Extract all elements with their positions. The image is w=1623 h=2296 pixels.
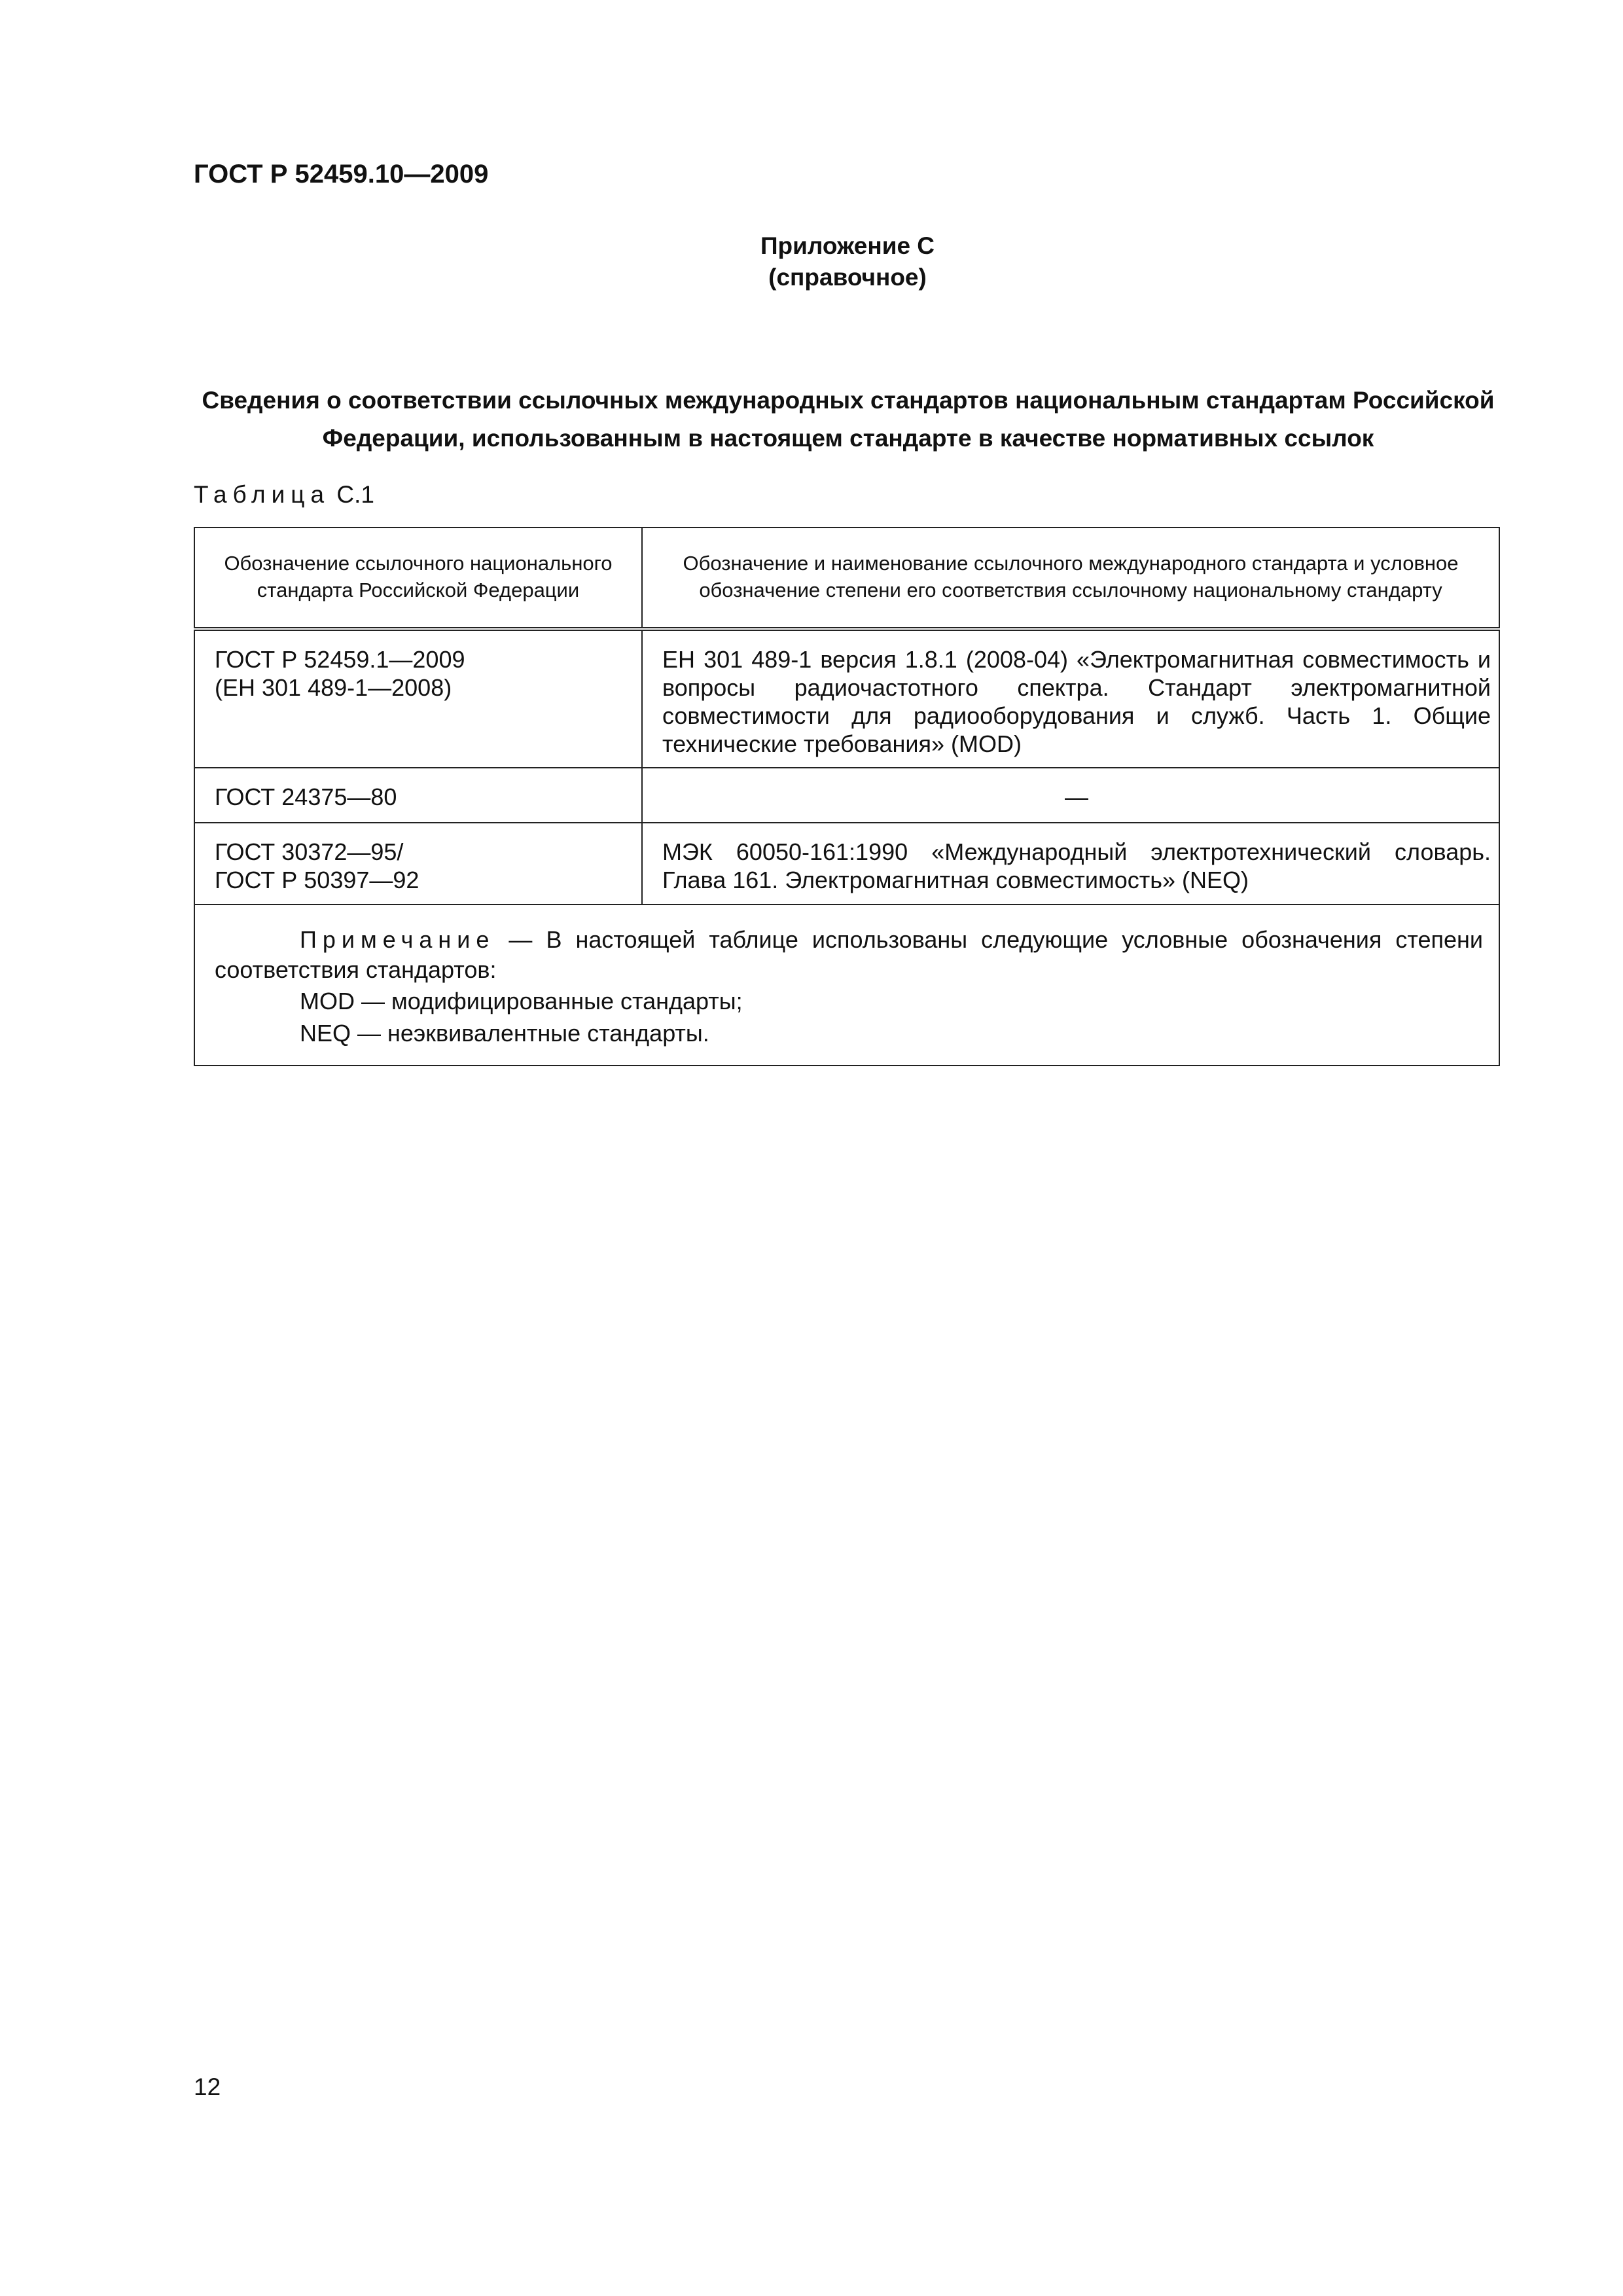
header-national-standard	[194, 528, 642, 629]
international-standard-cell: МЭК 60050-161:1990 «Международный электротехнический словарь. Глава 161. Электромагнитная совместимость» (NEQ)	[642, 823, 1499, 905]
reference-table	[194, 527, 1500, 1066]
national-standard-cell	[194, 629, 642, 768]
national-standard-cell	[194, 823, 642, 905]
national-standard-cell	[194, 768, 642, 823]
header-national-line-1: Обозначение ссылочного национального	[224, 552, 613, 575]
national-standard-code: ГОСТ 30372—95/	[215, 838, 404, 865]
appendix-kind: (справочное)	[768, 264, 927, 291]
table-row	[194, 823, 1499, 905]
section-title-line-2: Федерации, использованным в настоящем стандарте в качестве нормативных ссылок	[322, 425, 1374, 452]
header-national-line-2: стандарта Российской Федерации	[257, 579, 580, 601]
note-item: MOD — модифицированные стандарты;	[300, 988, 743, 1014]
header-international-line-2: обозначение степени его соответствия ссылочному национальному стандарту	[699, 579, 1442, 601]
appendix-heading	[0, 230, 1623, 293]
table-label	[194, 481, 374, 509]
note-text	[215, 925, 1483, 985]
national-standard-code: ГОСТ 24375—80	[215, 783, 397, 810]
international-standard-cell: —	[642, 768, 1499, 823]
national-standard-code-alt: ГОСТ Р 50397—92	[215, 867, 419, 893]
note-label: Примечание	[300, 926, 495, 953]
table-row	[194, 629, 1499, 768]
table-label-word: Таблица	[194, 481, 330, 508]
header-international-standard	[642, 528, 1499, 629]
section-title-line-1: Сведения о соответствии ссылочных международных стандартов национальным стандартам Российской	[202, 387, 1495, 414]
international-standard-cell: ЕН 301 489-1 версия 1.8.1 (2008-04) «Электромагнитная совместимость и вопросы радиочастотного спектра. Стандарт электромагнитной совместимости для радиооборудования и служб. Часть 1. Общие технические требования» (MOD)	[642, 629, 1499, 768]
page-number: 12	[194, 2073, 221, 2100]
appendix-title: Приложение С	[760, 232, 935, 259]
table-label-number: С.1	[336, 481, 374, 508]
header-international-line-1: Обозначение и наименование ссылочного международного стандарта и условное	[683, 552, 1459, 575]
national-standard-equivalent: (ЕН 301 489-1—2008)	[215, 674, 452, 701]
table-header-row	[194, 528, 1499, 629]
section-title	[194, 382, 1503, 457]
table-note-row	[194, 905, 1499, 1066]
document-code: ГОСТ Р 52459.10—2009	[194, 160, 489, 188]
note-item: NEQ — неэквивалентные стандарты.	[300, 1020, 709, 1047]
table-row	[194, 768, 1499, 823]
note-body: — В настоящей таблице использованы следующие условные обозначения степени соответствия стандартов:	[215, 926, 1483, 983]
national-standard-code: ГОСТ Р 52459.1—2009	[215, 646, 465, 673]
table-note	[194, 905, 1499, 1066]
